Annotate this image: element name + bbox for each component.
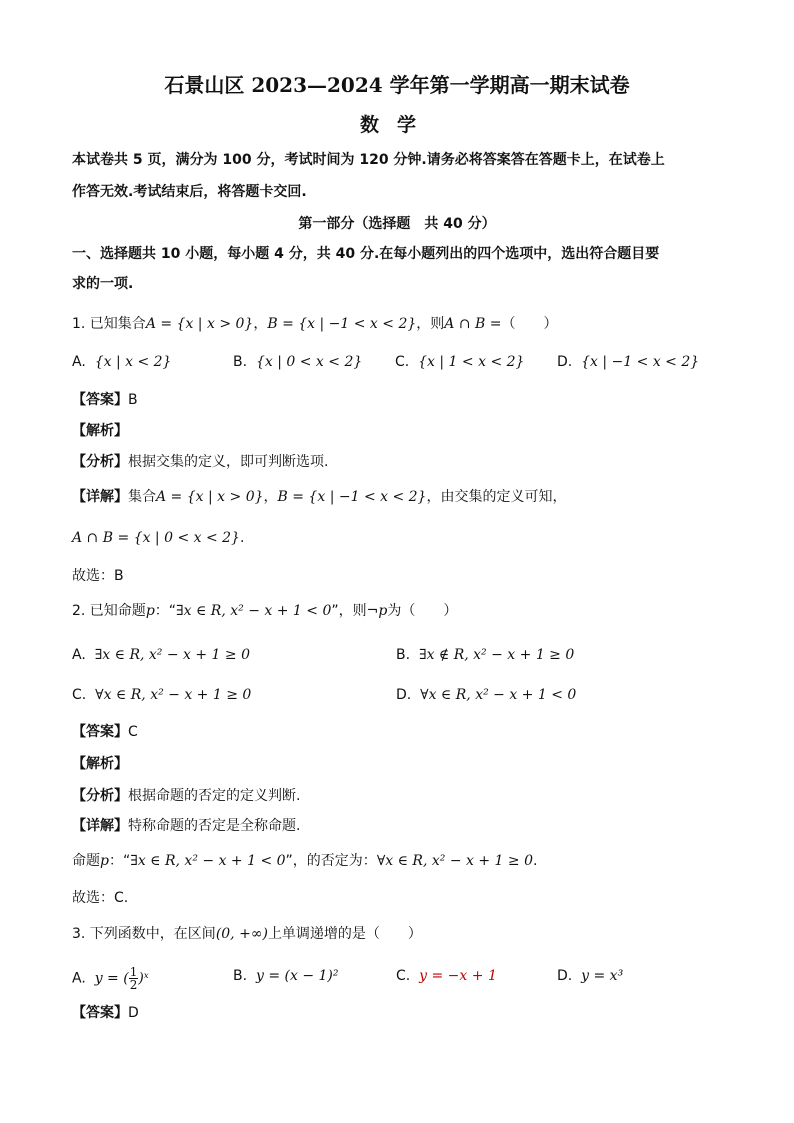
q1-stem-prefix: 1. 已知集合 (72, 316, 146, 332)
q2-stem: 2. 已知命题p：“∃x ∈ R, x² − x + 1 < 0”，则¬p为（ ） (72, 603, 458, 619)
section-title: 第一部分（选择题 共 40 分） (298, 216, 496, 232)
q3-answer: 【答案】D (72, 1005, 139, 1021)
q1-fenxi: 【分析】根据交集的定义，即可判断选项. (72, 454, 329, 470)
q2-analysis-tag: 【解析】 (72, 756, 128, 772)
q1-option-c: C. {x | 1 < x < 2} (395, 354, 525, 370)
page-title: 石景山区 2023—2024 学年第一学期高一期末试卷 (164, 73, 630, 97)
q1-answer-tag: 【答案】 (72, 392, 128, 408)
q1-expr: A ∩ B = (444, 316, 502, 332)
q1-result: A ∩ B = {x | 0 < x < 2}. (72, 530, 245, 546)
q1-set-b: B = {x | −1 < x < 2} (267, 316, 417, 332)
q2-option-b: B. ∃x ∉ R, x² − x + 1 ≥ 0 (396, 647, 575, 663)
q1-answer (72, 390, 138, 410)
q1-choose: 故选：B (72, 568, 124, 584)
q1-stem-mid: ，则 (416, 316, 445, 332)
q2-option-d: D. ∀x ∈ R, x² − x + 1 < 0 (396, 687, 577, 703)
q1-answer-value: B (128, 392, 138, 408)
q2-detail: 【详解】特称命题的否定是全称命题. (72, 818, 301, 834)
q1-paren: （ ） (501, 316, 558, 332)
q1-sep: ， (253, 316, 268, 332)
q1-detail: 【详解】集合A = {x | x > 0}，B = {x | −1 < x < 2}，由交集的定义可知， (72, 489, 567, 505)
q1-option-a: A. {x | x < 2} (72, 354, 172, 370)
q3-option-d: D. y = x³ (557, 968, 624, 984)
q3-fraction: $\frac{1}{2}$ (129, 965, 138, 992)
q1-analysis-tag: 【解析】 (72, 423, 128, 439)
q3-option-c: C. y = −x + 1 (396, 968, 497, 984)
q3-option-a: A. y = ( $\frac{1}{2}$ )ˣ (72, 965, 149, 992)
q2-option-c: C. ∀x ∈ R, x² − x + 1 ≥ 0 (72, 687, 252, 703)
section-instructions-2: 求的一项. (72, 276, 134, 292)
q2-fenxi: 【分析】根据命题的否定的定义判断. (72, 788, 301, 804)
intro-line-2: 作答无效.考试结束后，将答题卡交回. (72, 184, 307, 200)
q2-choose: 故选：C. (72, 890, 129, 906)
q2-option-a: A. ∃x ∈ R, x² − x + 1 ≥ 0 (72, 647, 250, 663)
q1-set-a: A = {x | x > 0} (145, 316, 254, 332)
section-instructions-1: 一、选择题共 10 小题，每小题 4 分，共 40 分.在每小题列出的四个选项中，选出符合题目要 (72, 246, 660, 262)
subject-title: 数学 (359, 114, 434, 136)
q2-answer: 【答案】C (72, 724, 138, 740)
q3-stem: 3. 下列函数中，在区间(0, +∞)上单调递增的是（ ） (72, 926, 422, 942)
intro-line-1: 本试卷共 5 页，满分为 100 分，考试时间为 120 分钟.请务必将答案答在答题卡上，在试卷上 (72, 152, 665, 168)
q1-option-b: B. {x | 0 < x < 2} (233, 354, 363, 370)
q2-negation-line: 命题p：“∃x ∈ R, x² − x + 1 < 0”，的否定为：∀x ∈ R, x² − x + 1 ≥ 0. (72, 853, 538, 869)
q3-option-b: B. y = (x − 1)² (233, 968, 339, 984)
q1-stem (72, 314, 558, 334)
q1-option-d: D. {x | −1 < x < 2} (557, 354, 700, 370)
